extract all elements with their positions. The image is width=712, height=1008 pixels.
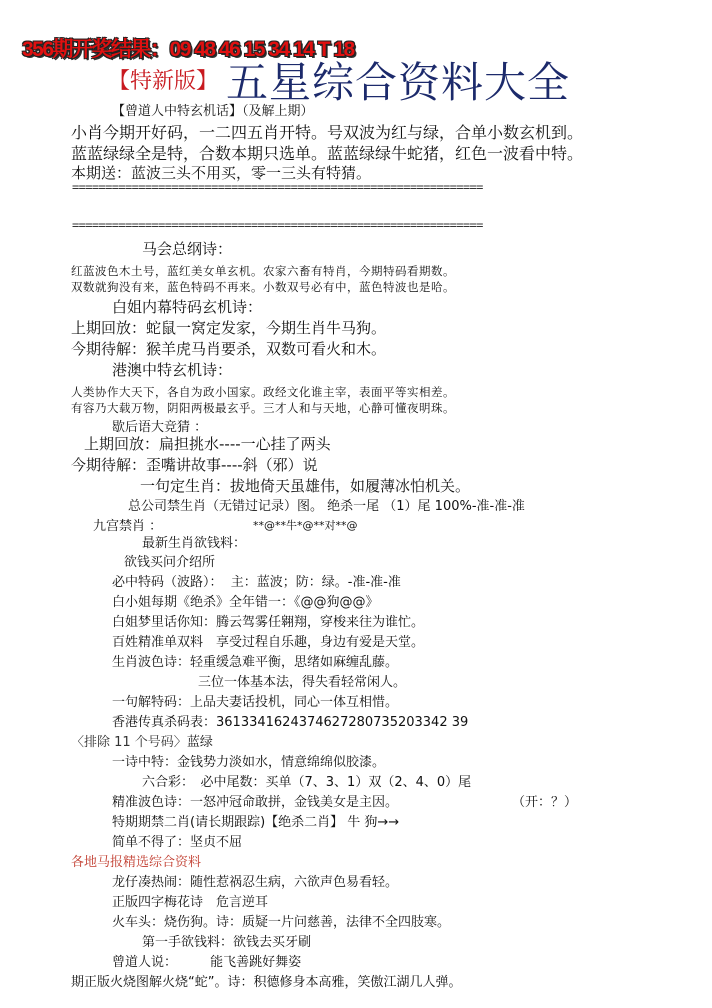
divider: ==============================================================: [72, 218, 483, 232]
xiehouyu-heading: 歇后语大竞猜 ：: [112, 420, 208, 435]
kai-label: （开：？）: [512, 795, 578, 810]
intro-line: 蓝蓝绿绿全是特，合数本期只选单。蓝蓝绿绿牛蛇猪，红色一波看中特。: [71, 144, 584, 163]
yijujie-line: 一句解特码：上品夫妻话投机，同心一体互相惜。: [112, 695, 399, 710]
intro-line: 小肖今期开好码，一二四五肖开特。号双波为红与绿，合单小数玄机到。: [71, 123, 584, 142]
zuixin-heading: 最新生肖欲钱料：: [142, 536, 247, 551]
yishi-line: 一诗中特：金钱势力淡如水，情意绵绵似胶漆。: [112, 755, 386, 770]
xiehouyu-last-value: 扁担挑水----一心挂了两头: [159, 435, 331, 453]
xiehouyu-now-label: 今期待解：: [71, 456, 147, 474]
gangao-heading: 港澳中特玄机诗：: [112, 361, 233, 379]
intro-heading: 【曾道人中特玄机话】（及解上期）: [112, 104, 314, 119]
bizhong-label: 必中特码（波路）：: [112, 575, 223, 590]
teqi-line: 特期期禁二肖(请长期跟踪)【绝杀二肖】 牛 狗→→: [112, 815, 400, 830]
zengdaoren-label: 曾道人说：: [112, 955, 178, 970]
mahui-heading: 马会总纲诗：: [142, 240, 233, 258]
zengdaoren-line: [112, 951, 301, 970]
huoche-line: 火车头：烧伤狗。诗：质疑一片问慈善，法律不全四肢寒。: [112, 915, 451, 930]
bizhong-value: 主：蓝波；防：绿。-准-准-准: [230, 575, 401, 590]
xiehouyu-now: [71, 454, 318, 475]
jiandan-line: 简单不得了：坚贞不屈: [112, 835, 243, 850]
paichu-line: [71, 731, 213, 750]
yiju-dingshengxiao: 一句定生肖：拔地倚天虽雄伟，如履薄冰怕机关。: [140, 477, 471, 495]
draw-result-banner: 356期开奖结果：09 48 46 15 34 14 T 18: [22, 38, 354, 61]
baijie-last: [71, 317, 386, 338]
baixiaojie-line: 白小姐每期《绝杀》全年错一：《@@狗@@》: [112, 595, 379, 610]
mengli-line: 白姐梦里话你知：腾云驾雾任翱翔，穿梭来往为谁忙。: [112, 615, 425, 630]
paichu-label: 〈排除 11 个号码〉: [71, 735, 187, 750]
jiugong-label: 九宫禁肖 ：: [93, 519, 163, 534]
xiehouyu-now-value: 歪嘴讲故事----斜（邪）说: [146, 456, 318, 474]
diyishou-line: 第一手欲钱料：欲钱去买牙刷: [142, 935, 312, 950]
zengdaoren-value: 能飞善跳好舞姿: [210, 955, 302, 970]
baijie-now-label: 今期待解：: [71, 340, 147, 358]
zhengban-line: 正版四字梅花诗 危言逆耳: [112, 895, 269, 910]
gangao-line: 有容乃大载万物，阴阳两极最玄乎。三才人和与天地，心静可懂夜明珠。: [71, 401, 455, 415]
mahui-line: 红蓝波色木土号，蓝红美女单玄机。农家六畜有特肖，今期特码看期数。: [71, 264, 455, 278]
edition-label: 【特新版】: [108, 69, 219, 94]
xianggang-line: 香港传真杀码表：3613341624374627280735203342 39: [112, 715, 469, 730]
baijie-heading: 白姐内幕特码玄机诗：: [112, 298, 263, 316]
baijie-last-label: 上期回放：: [71, 319, 147, 337]
baijie-now-value: 猴羊虎马肖要杀，双数可看火和木。: [146, 340, 387, 358]
jiugong-value: **@**牛*@**对**@: [253, 519, 358, 532]
mahui-line: 双数就狗没有来，蓝色特码不再来。小数双号必有中，蓝色特波也是哈。: [71, 280, 455, 294]
huoshao-line: 期正版火烧图解火烧“蛇”。诗：积德修身本高雅，笑傲江湖几人弹。: [71, 975, 462, 990]
baijie-last-value: 蛇鼠一窝定发家，今期生肖牛马狗。: [146, 319, 387, 337]
divider: ==============================================================: [72, 180, 483, 194]
gedi-heading: 各地马报精选综合资料: [71, 855, 202, 870]
page-title: 五星综合资料大全: [226, 58, 571, 107]
baijie-now: [71, 338, 386, 359]
jingzhun-line: 精准波色诗：一怒冲冠命敢拼，金钱美女是主因。: [112, 795, 399, 810]
yuqian-line: 欲钱买问介绍所: [124, 555, 216, 570]
longzai-line: 龙仔凑热闹：随性惹祸忍生病，六欲声色易看轻。: [112, 875, 399, 890]
zonggongsi-jinshengxiao: 总公司禁生肖（无错过记录）图。 绝杀一尾 （1）尾 100%-准-准-准: [128, 499, 525, 514]
baixing-line: 百姓精准单双料 享受过程自乐趣，身边有爱是天堂。: [112, 635, 425, 650]
shengxiao-bose-line2: 三位一体基本法，得失看轻常闲人。: [198, 675, 407, 690]
xiehouyu-last: [84, 433, 331, 454]
gangao-line: 人类协作大天下，各自为政小国家。政经文化谁主宰，表面平等实相差。: [71, 385, 455, 399]
paichu-value: 蓝绿: [186, 735, 213, 750]
bizhong-line: [112, 571, 401, 590]
liuhecai-line: 六合彩： 必中尾数：买单（7、3、1）双（2、4、0）尾: [142, 775, 472, 790]
intro-line: 本期送：蓝波三头不用买，零一三头有特猜。: [71, 164, 372, 182]
xiehouyu-last-label: 上期回放：: [84, 435, 160, 453]
shengxiao-bose-line: 生肖波色诗：轻重缓急难平衡，思绪如麻缠乱藤。: [112, 655, 399, 670]
